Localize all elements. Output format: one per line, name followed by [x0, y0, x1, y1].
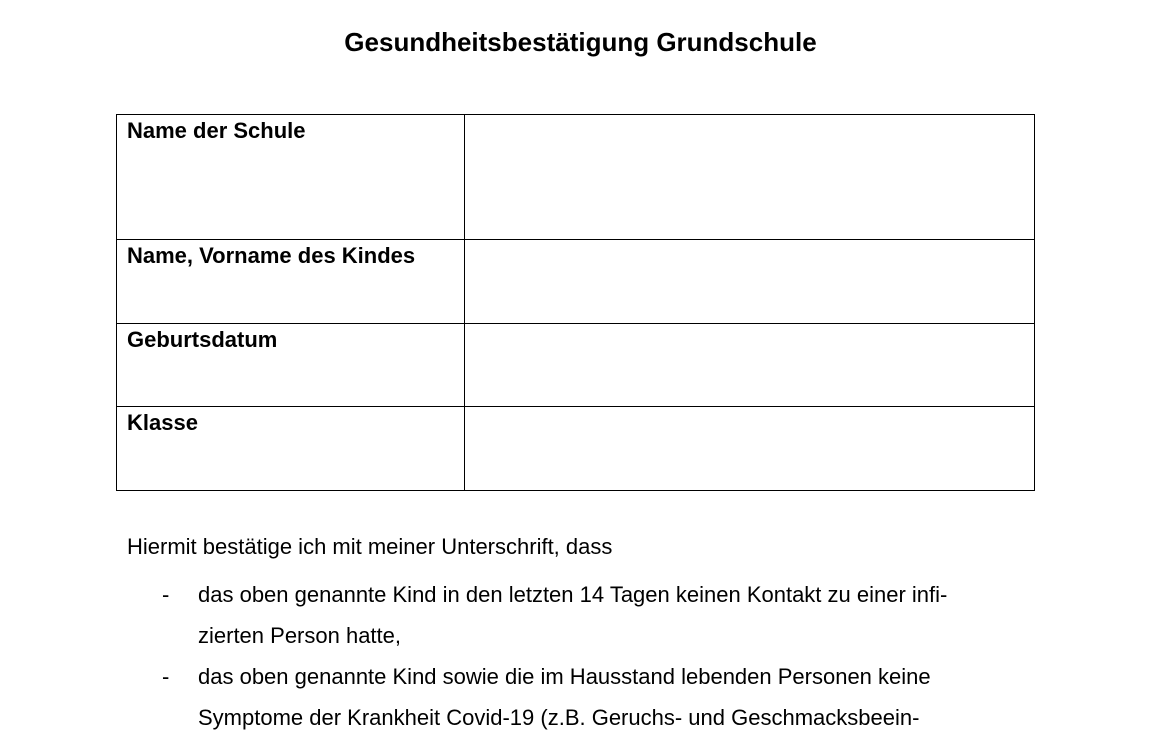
child-name-label: Name, Vorname des Kindes: [117, 240, 465, 324]
confirmation-intro: Hiermit bestätige ich mit meiner Unterschrift, dass: [127, 534, 613, 559]
class-field[interactable]: [465, 407, 1035, 491]
table-row: [117, 324, 1035, 407]
bullet-dash: -: [162, 582, 170, 607]
birthdate-field[interactable]: [465, 324, 1035, 407]
school-name-label: Name der Schule: [117, 115, 465, 240]
confirmation-list: [127, 574, 1027, 738]
list-item-line: das oben genannte Kind in den letzten 14 Tagen keinen Kontakt zu einer infi-: [198, 582, 948, 607]
list-item-line: Symptome der Krankheit Covid-19 (z.B. Geruchs- und Geschmacksbeein-: [198, 705, 920, 730]
class-label: Klasse: [117, 407, 465, 491]
table-row: [117, 115, 1035, 240]
list-item-line: das oben genannte Kind sowie die im Hausstand lebenden Personen keine: [198, 664, 931, 689]
student-info-table: [116, 114, 1035, 491]
list-item: [127, 656, 1027, 738]
list-item: [127, 574, 1027, 656]
document-title: Gesundheitsbestätigung Grundschule: [344, 27, 817, 57]
bullet-dash: -: [162, 664, 170, 689]
birthdate-label: Geburtsdatum: [117, 324, 465, 407]
school-name-field[interactable]: [465, 115, 1035, 240]
child-name-field[interactable]: [465, 240, 1035, 324]
table-row: [117, 407, 1035, 491]
list-item-line: zierten Person hatte,: [198, 623, 402, 648]
table-row: [117, 240, 1035, 324]
